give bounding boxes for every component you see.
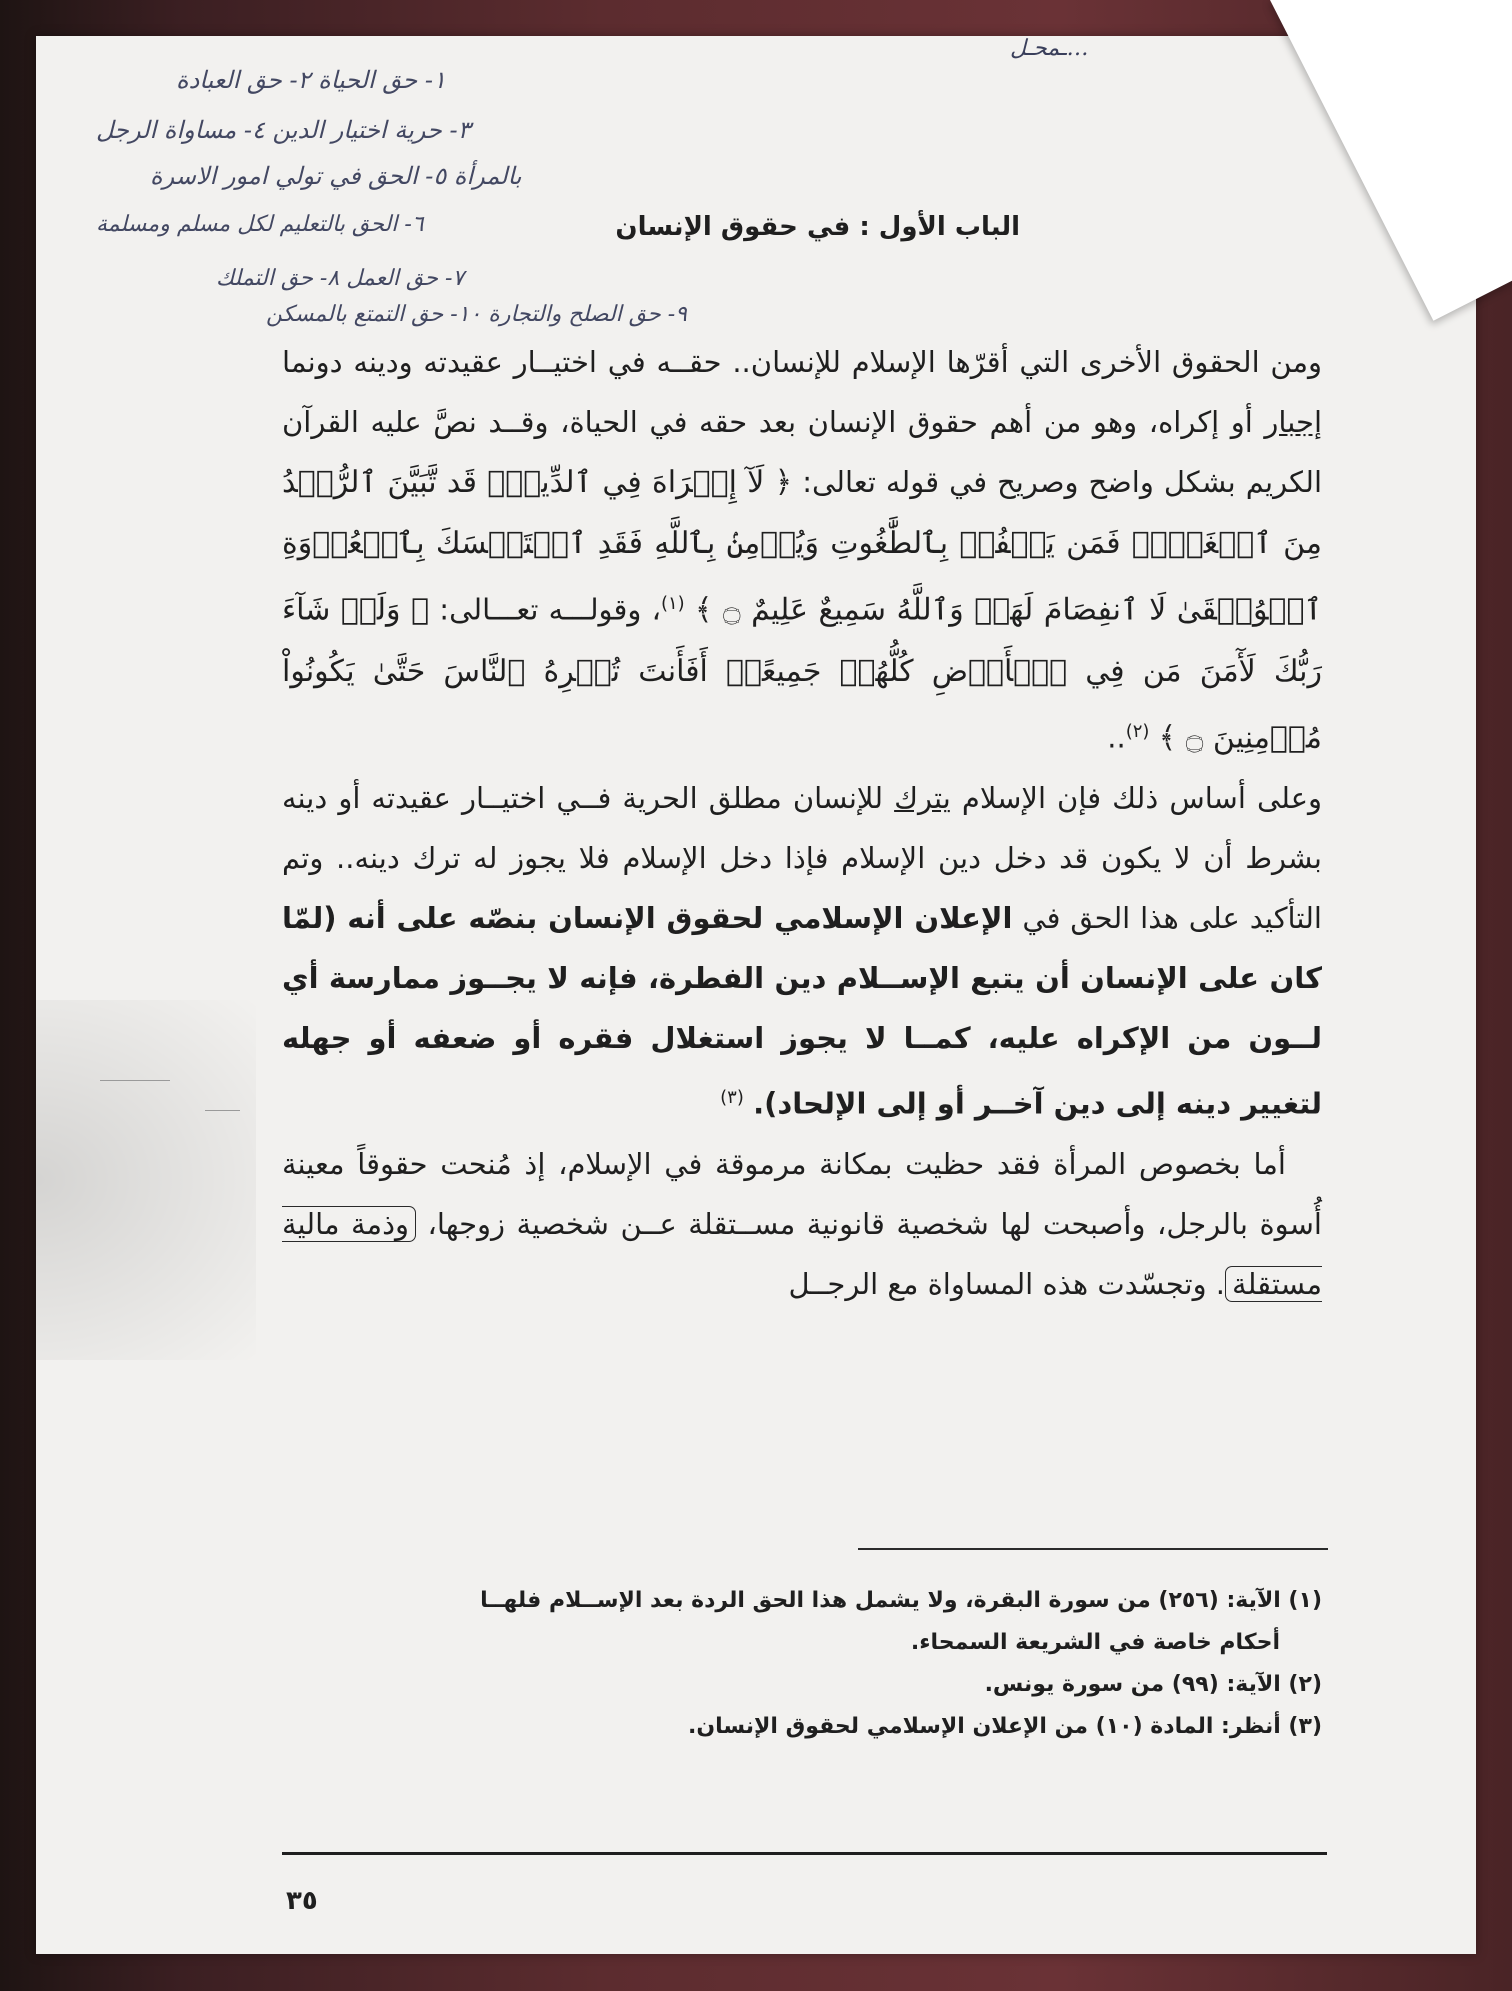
footnote-1-line2: أحكام خاصة في الشريعة السمحاء.: [910, 1630, 1280, 1655]
paragraph-declaration: [282, 768, 1322, 1134]
footnotes: [282, 1580, 1322, 1748]
paragraph1-underlined-word: إجبار: [1264, 405, 1322, 439]
footnote-separator: [858, 1548, 1328, 1550]
page-number: ٣٥: [286, 1886, 318, 1916]
paragraph1-intro: ومن الحقوق الأخرى التي أقرّها الإسلام للإنسان.. حقــه في اختيــار عقيدته ودينه دونما: [282, 345, 1322, 379]
paragraph3-start: أما بخصوص المرأة فقد حظيت بمكانة مرموقة في الإسلام، إذ مُنحت حقوقاً معينة أُسوة بالرجل، وأصبحت لها شخصية قانونية مســتقلة عــن شخصية زوجها،: [282, 1146, 1322, 1241]
chapter-heading: الباب الأول : في حقوق الإنسان: [615, 212, 1020, 242]
footnote-ref-1: (١): [660, 593, 685, 614]
boxed-phrase: وذمة مالية مستقلة: [282, 1206, 1322, 1301]
footnote-1: [282, 1580, 1322, 1664]
footnote-1-line1: (١) الآية: (٢٥٦) من سورة البقرة، ولا يشمل هذا الحق الردة بعد الإســلام فلهــا: [480, 1588, 1322, 1613]
footnote-2: (٢) الآية: (٩٩) من سورة يونس.: [984, 1672, 1322, 1697]
main-body-text: [282, 332, 1322, 1314]
handwritten-note-6: ٩- حق الصلح والتجارة ١٠- حق التمتع بالمسكن: [266, 302, 687, 327]
page-bottom-rule: [282, 1852, 1327, 1855]
paragraph1-connector: ، وقولـــه تعـــالى:: [439, 592, 661, 627]
paragraph1-ending: ..: [1107, 720, 1126, 755]
handwritten-note-1: ١- حق الحياة ٢- حق العبادة: [176, 66, 446, 94]
handwritten-note-2: ٣- حرية اختيار الدين ٤- مساواة الرجل: [96, 116, 471, 144]
margin-pencil-mark: [205, 1110, 240, 1111]
paragraph-women: [282, 1134, 1322, 1314]
quran-verse-2: ﴿ وَلَوۡ شَآءَ رَبُّكَ لَأٓمَنَ مَن فِي ٱلۡأَرۡضِ كُلُّهُمۡ جَمِيعًاۚ أَفَأَنتَ تُكۡرِهُ ٱلنَّاسَ حَتَّىٰ يَكُونُواْ مُؤۡمِنِينَ ۝ ﴾: [282, 592, 1322, 756]
margin-pencil-mark: [100, 1080, 170, 1081]
handwritten-note-4: ٦- الحق بالتعليم لكل مسلم ومسلمة: [96, 212, 424, 237]
paragraph2-underlined-word: يترك: [894, 781, 951, 816]
footnote-ref-3: (٣): [720, 1087, 744, 1109]
top-handwriting-fragment: …ـمحـل: [1010, 36, 1089, 61]
paragraph1-continuation: أو إكراه، وهو من أهم حقوق الإنسان بعد حقه في الحياة، وقــد نصَّ عليه القرآن الكريم بشكل واضح وصريح في قوله تعالى:: [282, 405, 1323, 499]
handwritten-note-5: ٧- حق العمل ٨- حق التملك: [216, 266, 465, 291]
paragraph2-bold-quote: الإعلان الإسلامي لحقوق الإنسان بنصّه على أنه (لمّا كان على الإنسان أن يتبع الإســلام دين الفطرة، فإنه لا يجــوز ممارسة أي لــون من الإكراه عليه، كمــا لا يجوز استغلال فقره أو ضعفه أو جهله لتغيير دينه إلى دين آخــر أو إلى الإلحاد).: [282, 901, 1322, 1121]
quran-verse-1: ﴿ لَآ إِكۡرَاهَ فِي ٱلدِّينِۖ قَد تَّبَيَّنَ ٱلرُّشۡدُ مِنَ ٱلۡغَيِّۚ فَمَن يَكۡفُرۡ بِٱلطَّٰغُوتِ وَيُؤۡمِنۢ بِٱللَّهِ فَقَدِ ٱسۡتَمۡسَكَ بِٱلۡعُرۡوَةِ ٱلۡوُثۡقَىٰ لَا ٱنفِصَامَ لَهَاۗ وَٱللَّهُ سَمِيعٌ عَلِيمٌ ۝ ﴾: [282, 465, 1323, 628]
paragraph-freedom-of-religion: [282, 332, 1322, 768]
paragraph2-start: وعلى أساس ذلك فإن الإسلام: [961, 781, 1323, 816]
paragraph2-mid: للإنسان مطلق الحرية فــي اختيــار عقيدته أو دينه بشرط أن لا يكون قد دخل دين الإسلام فإذا دخل الإسلام فلا يجوز له ترك دينه.. وتم التأكيد على هذا الحق في: [282, 781, 1322, 936]
footnote-3: (٣) أنظر: المادة (١٠) من الإعلان الإسلامي لحقوق الإنسان.: [688, 1714, 1322, 1739]
paragraph3-end: . وتجسّدت هذه المساواة مع الرجــل: [788, 1266, 1226, 1301]
footnote-ref-2: (٢): [1125, 720, 1150, 742]
handwritten-note-3: بالمرأة ٥- الحق في تولي امور الاسرة: [150, 162, 522, 190]
